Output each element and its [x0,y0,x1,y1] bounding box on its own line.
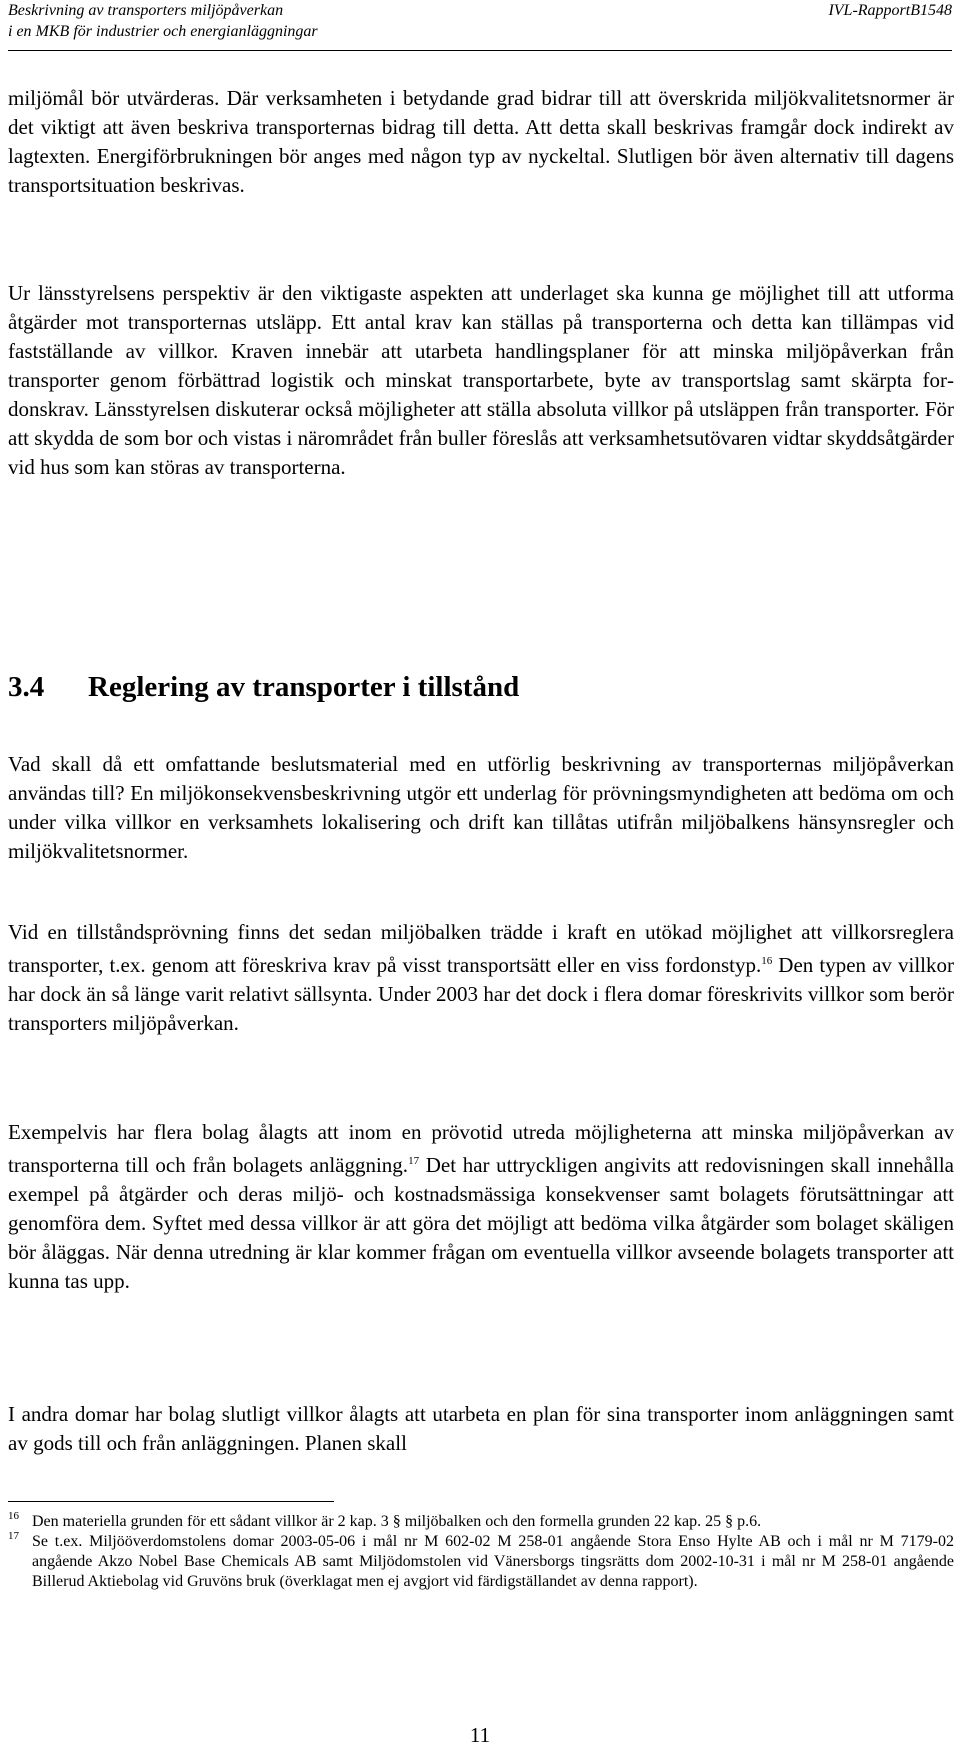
paragraph-5-part-a: Exempelvis har flera bolag ålagts att inom en prövotid utreda möjligheterna att minska miljöpåverkan av transporterna till och från bolagets anläggning. [8,1120,954,1177]
paragraph-4-part-a: Vid en tillståndsprövning finns det sedan miljöbalken trädde i kraft en utökad möjlighet att villkorsreglera transporter, t.ex. genom att föreskriva krav på visst transportsätt eller en viss fordonstyp. [8,920,954,977]
paragraph-3: Vad skall då ett omfattande beslutsmaterial med en utförlig beskrivning av transporternas miljöpåverkan användas till? En miljökonsekvensbeskrivning utgör ett underlag för prövningsmyndigheten att bedöma om och under vilka villkor en verksamhets lokalisering och drift kan tillåtas utifrån miljöbalkens hänsynsregler och miljökvalitetsnormer. [8,752,954,863]
paragraph-4-block [8,918,954,1038]
footnotes [8,1512,954,1592]
section-heading [8,669,519,705]
footnote-divider [8,1501,334,1502]
footnote-text: Se t.ex. Miljööverdomstolens domar 2003-05-06 i mål nr M 602-02 M 258-01 angående Stora Enso Hylte AB och i mål nr M 7179-02 angående Akzo Nobel Base Chemicals AB samt Miljödomstolen vid Vänersborgs tingsrätts dom 2002-10-31 i mål nr M 258-01 angående Billerud Aktiebolag vid Gruvöns bruk (överklagat men ej avgjort vid färdigställandet av denna rapport). [32,1533,954,1590]
paragraph-5 [8,1118,954,1296]
paragraph-2: Ur länsstyrelsens perspektiv är den viktigaste aspekten att underlaget ska kunna ge möjlighet till att utforma åtgärder mot transporternas utsläpp. Ett antal krav kan ställas på transporterna och detta kan tillämpas vid fastställande av villkor. Kraven innebär att utarbeta handlingsplaner för att minska miljöpåverkan från transporter genom förbättrad logistik och minskat transportarbete, byte av transportslag samt skärpta fordonskrav. Länsstyrelsen diskuterar också möjligheter att ställa absoluta villkor på utsläppen från transporter. För att skydda de som bor och vistas i närområdet från buller föreslås att verksamhetsutövaren vidtar skyddsåtgärder vid hus som kan störas av transporterna. [8,281,954,479]
report-id: IVL-RapportB1548 [828,2,952,19]
header-title [8,0,318,42]
footnote-text: Den materiella grunden för ett sådant villkor är 2 kap. 3 § miljöbalken och den formella grunden 22 kap. 25 § p.6. [32,1513,762,1530]
header-title-line1: Beskrivning av transporters miljöpåverkan [8,2,284,19]
paragraph-4-part-b: Den typen av villkor har dock än så länge varit relativt sällsynta. Under 2003 har det dock i flera domar föreskrivits villkor som berör transporters miljöpåverkan. [8,953,954,1035]
footnote-ref-17: 17 [408,1155,420,1167]
paragraph-3-block [8,750,954,866]
page-number: 11 [469,1723,491,1747]
footnote-17 [8,1532,954,1592]
paragraph-4 [8,918,954,1038]
section-number: 3.4 [8,671,45,703]
paragraph-1: miljömål bör utvärderas. Där verksamheten i betydande grad bidrar till att överskrida miljökvalitetsnormer är det viktigt att även beskriva transporternas bidrag till detta. Att detta skall beskrivas framgår dock indirekt av lagtexten. Energiförbrukningen bör anges med någon typ av nyckeltal. Slutligen bör även alternativ till dagens transportsituation beskrivas. [8,86,954,197]
paragraph-5-part-b: Det har uttryckligen angivits att redovisningen skall innehålla exempel på åtgärder och deras miljö- och kostnadsmässiga konsekvenser samt bolagets förutsättningar att genomföra dem. Syftet med dessa villkor är att göra det möjligt att bedöma vilka åtgärder som bolaget skäligen bör åläggas. När denna utredning är klar kommer frågan om eventuella villkor avseende bolagets transporter att kunna tas upp. [8,1153,954,1293]
page-header [8,0,952,51]
header-title-line2: i en MKB för industrier och energianläggningar [8,23,318,40]
footnote-16 [8,1512,954,1532]
section-title: Reglering av transporter i tillstånd [88,671,520,703]
paragraph-5-block [8,1118,954,1296]
paragraph-6: I andra domar har bolag slutligt villkor ålagts att utarbeta en plan för sina transporter inom anläggningen samt av gods till och från anläggningen. Planen skall [8,1402,954,1455]
footnote-mark: 17 [8,1530,19,1542]
paragraph-1-block [8,84,954,200]
footnote-mark: 16 [8,1510,19,1522]
footnote-ref-16: 16 [761,955,773,967]
paragraph-2-block [8,279,954,482]
paragraph-6-block [8,1400,954,1458]
